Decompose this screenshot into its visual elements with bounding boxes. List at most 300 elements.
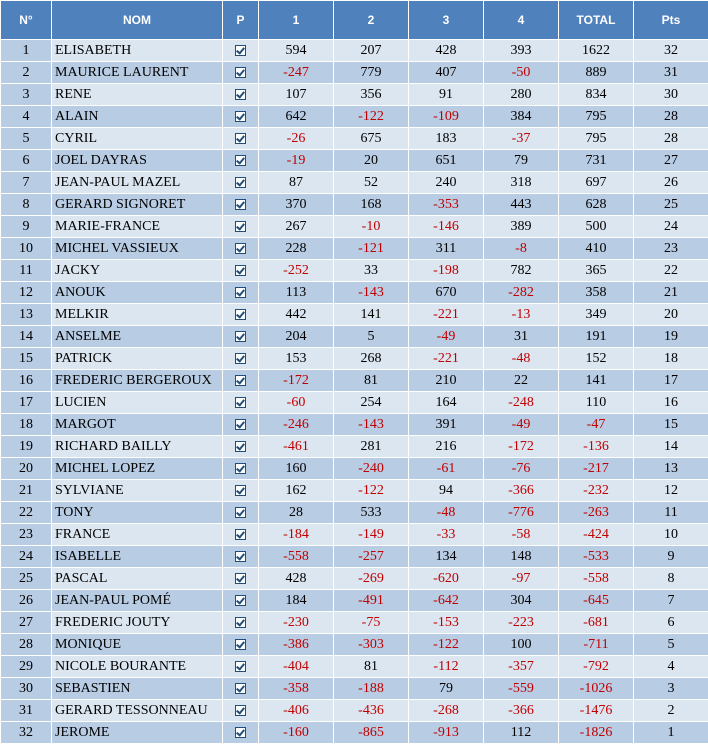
- cell-present: [223, 84, 259, 106]
- table-row: [1, 678, 708, 700]
- header-round-1[interactable]: 1: [259, 1, 334, 40]
- cell-rank: 6: [1, 150, 52, 172]
- cell-present: [223, 106, 259, 128]
- cell-total: 628: [559, 194, 634, 216]
- cell-points: 28: [634, 128, 708, 150]
- cell-round-4: -357: [484, 656, 559, 678]
- table-row: [1, 480, 708, 502]
- cell-rank: 16: [1, 370, 52, 392]
- cell-round-4: 782: [484, 260, 559, 282]
- cell-points: 31: [634, 62, 708, 84]
- table-row: [1, 700, 708, 722]
- cell-rank: 17: [1, 392, 52, 414]
- cell-name: ISABELLE: [52, 546, 223, 568]
- cell-round-2: -10: [334, 216, 409, 238]
- cell-round-1: 642: [259, 106, 334, 128]
- table-row: [1, 326, 708, 348]
- cell-name: MONIQUE: [52, 634, 223, 656]
- cell-round-1: 162: [259, 480, 334, 502]
- cell-total: 500: [559, 216, 634, 238]
- checkbox-checked-icon[interactable]: [235, 639, 246, 650]
- cell-total: 191: [559, 326, 634, 348]
- cell-total: 365: [559, 260, 634, 282]
- cell-round-2: -143: [334, 282, 409, 304]
- cell-round-1: 370: [259, 194, 334, 216]
- checkbox-checked-icon[interactable]: [235, 353, 246, 364]
- cell-total: -217: [559, 458, 634, 480]
- table-row: [1, 392, 708, 414]
- checkbox-checked-icon[interactable]: [235, 595, 246, 606]
- checkbox-checked-icon[interactable]: [235, 617, 246, 628]
- cell-round-2: -122: [334, 480, 409, 502]
- cell-present: [223, 700, 259, 722]
- cell-round-1: 87: [259, 172, 334, 194]
- cell-total: -1826: [559, 722, 634, 744]
- cell-points: 25: [634, 194, 708, 216]
- cell-round-4: -37: [484, 128, 559, 150]
- cell-total: 889: [559, 62, 634, 84]
- cell-round-4: 389: [484, 216, 559, 238]
- cell-present: [223, 524, 259, 546]
- cell-round-2: -865: [334, 722, 409, 744]
- cell-total: -263: [559, 502, 634, 524]
- cell-round-4: 148: [484, 546, 559, 568]
- table-row: [1, 656, 708, 678]
- cell-round-1: -172: [259, 370, 334, 392]
- header-round-3[interactable]: 3: [409, 1, 484, 40]
- cell-round-3: -109: [409, 106, 484, 128]
- cell-round-2: -188: [334, 678, 409, 700]
- checkbox-checked-icon[interactable]: [235, 45, 246, 56]
- cell-round-3: 79: [409, 678, 484, 700]
- cell-rank: 2: [1, 62, 52, 84]
- checkbox-checked-icon[interactable]: [235, 661, 246, 672]
- cell-total: -645: [559, 590, 634, 612]
- cell-round-3: -61: [409, 458, 484, 480]
- table-row: [1, 40, 708, 62]
- cell-points: 7: [634, 590, 708, 612]
- table-row: [1, 194, 708, 216]
- cell-round-4: 31: [484, 326, 559, 348]
- cell-rank: 13: [1, 304, 52, 326]
- cell-round-1: -386: [259, 634, 334, 656]
- cell-round-2: -240: [334, 458, 409, 480]
- table-row: [1, 172, 708, 194]
- cell-rank: 4: [1, 106, 52, 128]
- cell-total: -1026: [559, 678, 634, 700]
- cell-round-4: -49: [484, 414, 559, 436]
- cell-round-1: 184: [259, 590, 334, 612]
- table-row: [1, 502, 708, 524]
- table-row: [1, 546, 708, 568]
- table-row: [1, 62, 708, 84]
- cell-round-4: 384: [484, 106, 559, 128]
- cell-round-4: 318: [484, 172, 559, 194]
- cell-rank: 3: [1, 84, 52, 106]
- cell-points: 4: [634, 656, 708, 678]
- ranking-body: [1, 40, 708, 744]
- cell-points: 16: [634, 392, 708, 414]
- header-row: [1, 1, 708, 40]
- cell-rank: 24: [1, 546, 52, 568]
- cell-present: [223, 568, 259, 590]
- cell-name: JACKY: [52, 260, 223, 282]
- cell-points: 13: [634, 458, 708, 480]
- checkbox-checked-icon[interactable]: [235, 507, 246, 518]
- cell-round-3: -122: [409, 634, 484, 656]
- cell-present: [223, 458, 259, 480]
- cell-round-3: -642: [409, 590, 484, 612]
- cell-round-4: 393: [484, 40, 559, 62]
- cell-rank: 8: [1, 194, 52, 216]
- cell-round-1: -558: [259, 546, 334, 568]
- checkbox-checked-icon[interactable]: [235, 441, 246, 452]
- cell-rank: 27: [1, 612, 52, 634]
- cell-name: RENE: [52, 84, 223, 106]
- header-name[interactable]: NOM: [52, 1, 223, 40]
- cell-name: JEAN-PAUL POMÉ: [52, 590, 223, 612]
- checkbox-checked-icon[interactable]: [235, 133, 246, 144]
- cell-present: [223, 414, 259, 436]
- checkbox-checked-icon[interactable]: [235, 683, 246, 694]
- cell-round-1: -461: [259, 436, 334, 458]
- table-row: [1, 370, 708, 392]
- checkbox-checked-icon[interactable]: [235, 177, 246, 188]
- cell-round-3: 407: [409, 62, 484, 84]
- table-row: [1, 458, 708, 480]
- cell-round-1: -26: [259, 128, 334, 150]
- cell-round-4: -559: [484, 678, 559, 700]
- cell-present: [223, 502, 259, 524]
- cell-name: PASCAL: [52, 568, 223, 590]
- checkbox-checked-icon[interactable]: [235, 727, 246, 738]
- checkbox-checked-icon[interactable]: [235, 199, 246, 210]
- cell-name: LUCIEN: [52, 392, 223, 414]
- cell-round-2: 168: [334, 194, 409, 216]
- checkbox-checked-icon[interactable]: [235, 375, 246, 386]
- table-row: [1, 568, 708, 590]
- cell-rank: 26: [1, 590, 52, 612]
- cell-round-2: 779: [334, 62, 409, 84]
- cell-round-4: -13: [484, 304, 559, 326]
- cell-name: JOEL DAYRAS: [52, 150, 223, 172]
- cell-round-2: -122: [334, 106, 409, 128]
- cell-round-2: -149: [334, 524, 409, 546]
- checkbox-checked-icon[interactable]: [235, 243, 246, 254]
- table-row: [1, 590, 708, 612]
- cell-round-3: -268: [409, 700, 484, 722]
- table-row: [1, 150, 708, 172]
- header-rank[interactable]: N°: [1, 1, 52, 40]
- cell-present: [223, 128, 259, 150]
- cell-round-1: 442: [259, 304, 334, 326]
- cell-name: JEAN-PAUL MAZEL: [52, 172, 223, 194]
- cell-name: MARGOT: [52, 414, 223, 436]
- cell-points: 21: [634, 282, 708, 304]
- cell-points: 23: [634, 238, 708, 260]
- cell-present: [223, 304, 259, 326]
- cell-round-1: 228: [259, 238, 334, 260]
- cell-present: [223, 722, 259, 744]
- checkbox-checked-icon[interactable]: [235, 67, 246, 78]
- cell-round-4: -223: [484, 612, 559, 634]
- checkbox-checked-icon[interactable]: [235, 89, 246, 100]
- cell-name: GERARD SIGNORET: [52, 194, 223, 216]
- table-row: [1, 348, 708, 370]
- header-total[interactable]: TOTAL: [559, 1, 634, 40]
- table-row: [1, 106, 708, 128]
- cell-points: 22: [634, 260, 708, 282]
- cell-total: 731: [559, 150, 634, 172]
- checkbox-checked-icon[interactable]: [235, 309, 246, 320]
- cell-round-1: -19: [259, 150, 334, 172]
- cell-round-1: -184: [259, 524, 334, 546]
- header-points[interactable]: Pts: [634, 1, 708, 40]
- cell-round-4: -97: [484, 568, 559, 590]
- table-row: [1, 260, 708, 282]
- cell-total: -681: [559, 612, 634, 634]
- cell-name: ANOUK: [52, 282, 223, 304]
- cell-present: [223, 172, 259, 194]
- cell-present: [223, 282, 259, 304]
- cell-present: [223, 546, 259, 568]
- cell-name: JEROME: [52, 722, 223, 744]
- cell-rank: 12: [1, 282, 52, 304]
- header-round-4[interactable]: 4: [484, 1, 559, 40]
- cell-name: MELKIR: [52, 304, 223, 326]
- cell-round-2: 33: [334, 260, 409, 282]
- cell-points: 9: [634, 546, 708, 568]
- checkbox-checked-icon[interactable]: [235, 463, 246, 474]
- cell-points: 19: [634, 326, 708, 348]
- cell-round-3: 134: [409, 546, 484, 568]
- cell-round-4: -282: [484, 282, 559, 304]
- cell-rank: 29: [1, 656, 52, 678]
- cell-rank: 5: [1, 128, 52, 150]
- cell-name: RICHARD BAILLY: [52, 436, 223, 458]
- cell-points: 3: [634, 678, 708, 700]
- cell-round-4: 79: [484, 150, 559, 172]
- cell-points: 8: [634, 568, 708, 590]
- cell-points: 15: [634, 414, 708, 436]
- cell-total: 152: [559, 348, 634, 370]
- cell-total: -136: [559, 436, 634, 458]
- cell-present: [223, 238, 259, 260]
- cell-total: 834: [559, 84, 634, 106]
- cell-round-3: -33: [409, 524, 484, 546]
- cell-points: 24: [634, 216, 708, 238]
- cell-total: -232: [559, 480, 634, 502]
- checkbox-checked-icon[interactable]: [235, 111, 246, 122]
- cell-round-3: -913: [409, 722, 484, 744]
- cell-total: -1476: [559, 700, 634, 722]
- cell-rank: 28: [1, 634, 52, 656]
- table-row: [1, 612, 708, 634]
- checkbox-checked-icon[interactable]: [235, 485, 246, 496]
- checkbox-checked-icon[interactable]: [235, 705, 246, 716]
- cell-round-1: 160: [259, 458, 334, 480]
- cell-round-3: 216: [409, 436, 484, 458]
- cell-round-1: -404: [259, 656, 334, 678]
- cell-round-1: -230: [259, 612, 334, 634]
- cell-round-2: -436: [334, 700, 409, 722]
- cell-round-2: 281: [334, 436, 409, 458]
- cell-rank: 20: [1, 458, 52, 480]
- checkbox-checked-icon[interactable]: [235, 265, 246, 276]
- cell-name: FREDERIC BERGEROUX: [52, 370, 223, 392]
- cell-round-3: 651: [409, 150, 484, 172]
- checkbox-checked-icon[interactable]: [235, 419, 246, 430]
- cell-name: MAURICE LAURENT: [52, 62, 223, 84]
- checkbox-checked-icon[interactable]: [235, 551, 246, 562]
- cell-round-4: -50: [484, 62, 559, 84]
- cell-points: 27: [634, 150, 708, 172]
- cell-name: SYLVIANE: [52, 480, 223, 502]
- cell-points: 11: [634, 502, 708, 524]
- cell-round-4: 280: [484, 84, 559, 106]
- checkbox-checked-icon[interactable]: [235, 397, 246, 408]
- cell-points: 14: [634, 436, 708, 458]
- cell-total: -558: [559, 568, 634, 590]
- cell-round-4: 22: [484, 370, 559, 392]
- cell-round-4: -366: [484, 700, 559, 722]
- cell-round-2: 207: [334, 40, 409, 62]
- cell-points: 5: [634, 634, 708, 656]
- cell-round-3: -153: [409, 612, 484, 634]
- cell-total: -47: [559, 414, 634, 436]
- cell-round-2: 268: [334, 348, 409, 370]
- table-row: [1, 524, 708, 546]
- cell-round-4: -366: [484, 480, 559, 502]
- cell-name: FRANCE: [52, 524, 223, 546]
- cell-round-4: -776: [484, 502, 559, 524]
- cell-points: 32: [634, 40, 708, 62]
- header-round-2[interactable]: 2: [334, 1, 409, 40]
- cell-present: [223, 590, 259, 612]
- cell-round-3: 311: [409, 238, 484, 260]
- cell-round-1: -252: [259, 260, 334, 282]
- table-row: [1, 414, 708, 436]
- cell-round-2: 141: [334, 304, 409, 326]
- cell-round-1: -247: [259, 62, 334, 84]
- cell-round-2: -491: [334, 590, 409, 612]
- checkbox-checked-icon[interactable]: [235, 573, 246, 584]
- cell-total: -792: [559, 656, 634, 678]
- cell-round-1: -160: [259, 722, 334, 744]
- checkbox-checked-icon[interactable]: [235, 221, 246, 232]
- cell-total: -711: [559, 634, 634, 656]
- cell-present: [223, 62, 259, 84]
- cell-round-3: -48: [409, 502, 484, 524]
- cell-round-2: 533: [334, 502, 409, 524]
- cell-round-1: 594: [259, 40, 334, 62]
- cell-round-3: 240: [409, 172, 484, 194]
- table-row: [1, 238, 708, 260]
- cell-round-2: -121: [334, 238, 409, 260]
- cell-round-2: 20: [334, 150, 409, 172]
- cell-name: FREDERIC JOUTY: [52, 612, 223, 634]
- cell-present: [223, 260, 259, 282]
- cell-points: 30: [634, 84, 708, 106]
- cell-round-3: -353: [409, 194, 484, 216]
- checkbox-checked-icon[interactable]: [235, 529, 246, 540]
- table-row: [1, 84, 708, 106]
- cell-round-3: 428: [409, 40, 484, 62]
- cell-present: [223, 370, 259, 392]
- cell-round-1: 204: [259, 326, 334, 348]
- cell-round-4: -172: [484, 436, 559, 458]
- cell-points: 6: [634, 612, 708, 634]
- cell-total: 410: [559, 238, 634, 260]
- header-present[interactable]: P: [223, 1, 259, 40]
- cell-rank: 9: [1, 216, 52, 238]
- cell-rank: 21: [1, 480, 52, 502]
- cell-present: [223, 150, 259, 172]
- cell-round-4: -58: [484, 524, 559, 546]
- cell-total: 141: [559, 370, 634, 392]
- cell-round-1: 267: [259, 216, 334, 238]
- cell-round-1: 428: [259, 568, 334, 590]
- cell-round-2: -257: [334, 546, 409, 568]
- cell-round-4: -8: [484, 238, 559, 260]
- cell-round-2: 356: [334, 84, 409, 106]
- cell-round-4: -248: [484, 392, 559, 414]
- cell-present: [223, 348, 259, 370]
- cell-name: CYRIL: [52, 128, 223, 150]
- checkbox-checked-icon[interactable]: [235, 155, 246, 166]
- cell-round-4: 100: [484, 634, 559, 656]
- cell-round-3: 210: [409, 370, 484, 392]
- cell-present: [223, 480, 259, 502]
- cell-present: [223, 656, 259, 678]
- cell-round-2: 5: [334, 326, 409, 348]
- checkbox-checked-icon[interactable]: [235, 331, 246, 342]
- cell-total: 358: [559, 282, 634, 304]
- cell-name: GERARD TESSONNEAU: [52, 700, 223, 722]
- cell-total: 795: [559, 128, 634, 150]
- cell-points: 18: [634, 348, 708, 370]
- cell-round-4: 304: [484, 590, 559, 612]
- cell-round-4: -76: [484, 458, 559, 480]
- checkbox-checked-icon[interactable]: [235, 287, 246, 298]
- cell-present: [223, 634, 259, 656]
- cell-name: PATRICK: [52, 348, 223, 370]
- cell-rank: 19: [1, 436, 52, 458]
- cell-round-2: -303: [334, 634, 409, 656]
- cell-total: 1622: [559, 40, 634, 62]
- cell-present: [223, 194, 259, 216]
- cell-round-3: 164: [409, 392, 484, 414]
- cell-rank: 18: [1, 414, 52, 436]
- cell-points: 12: [634, 480, 708, 502]
- cell-name: ALAIN: [52, 106, 223, 128]
- table-row: [1, 722, 708, 744]
- cell-points: 28: [634, 106, 708, 128]
- table-row: [1, 128, 708, 150]
- cell-name: NICOLE BOURANTE: [52, 656, 223, 678]
- cell-round-2: 52: [334, 172, 409, 194]
- table-row: [1, 304, 708, 326]
- cell-round-2: -143: [334, 414, 409, 436]
- cell-round-1: -60: [259, 392, 334, 414]
- cell-round-3: 91: [409, 84, 484, 106]
- cell-round-2: 675: [334, 128, 409, 150]
- cell-round-1: 28: [259, 502, 334, 524]
- cell-name: ELISABETH: [52, 40, 223, 62]
- cell-round-3: -221: [409, 348, 484, 370]
- cell-round-2: 81: [334, 656, 409, 678]
- cell-rank: 11: [1, 260, 52, 282]
